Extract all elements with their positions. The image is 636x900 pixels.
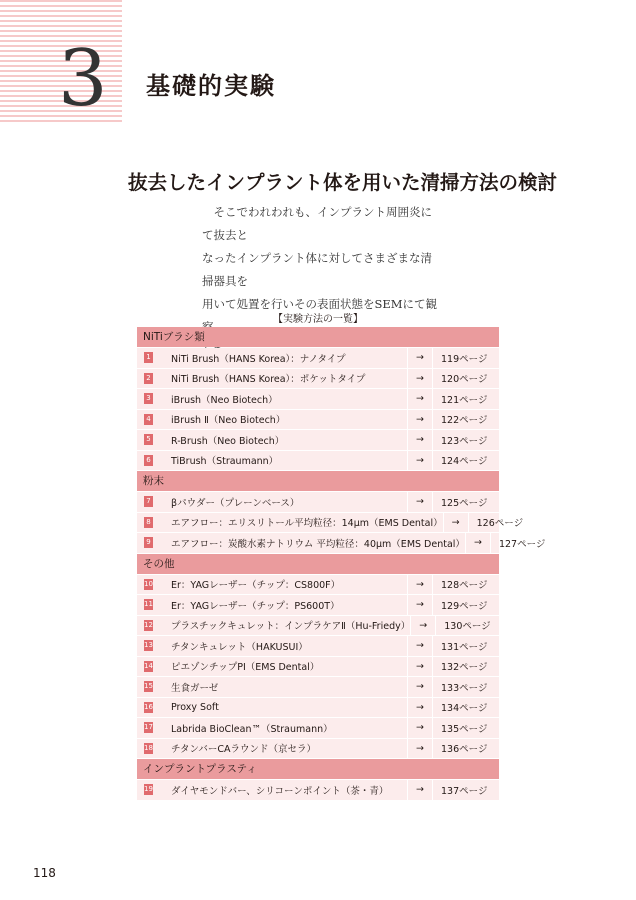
intro-line: なったインプラント体に対してさまざまな清掃器具を: [202, 251, 432, 288]
arrow-icon: →: [416, 454, 424, 466]
item-number-badge: 19: [144, 785, 153, 794]
table-row: [137, 348, 499, 368]
item-number-badge: 16: [144, 702, 153, 711]
page-reference: 129ページ: [441, 600, 488, 612]
arrow-icon: →: [416, 393, 424, 405]
table-row: [137, 575, 499, 595]
table-row: [137, 492, 499, 512]
arrow-icon: →: [416, 599, 424, 611]
method-label: R-Brush（Neo Biotech）: [171, 435, 285, 447]
item-number-badge: 10: [144, 579, 153, 588]
table-row: [137, 389, 499, 409]
method-label: TiBrush（Straumann）: [171, 456, 279, 468]
item-number-badge: 3: [144, 393, 153, 404]
methods-table: [137, 327, 546, 801]
arrow-icon: →: [416, 352, 424, 364]
table-row: [137, 410, 499, 430]
method-label: ピエゾンチップPI（EMS Dental）: [171, 662, 320, 674]
method-label: ダイヤモンドバー、シリコーンポイント（茶・青）: [171, 785, 389, 797]
table-row: [137, 780, 499, 800]
table-row: [137, 430, 499, 450]
method-label: Er：YAGレーザー（チップ：CS800F）: [171, 580, 341, 592]
page-reference: 125ページ: [441, 497, 488, 509]
method-label: Proxy Soft: [171, 701, 219, 713]
page-reference: 135ページ: [441, 723, 488, 735]
item-number-badge: 17: [144, 723, 153, 732]
table-caption: 【実験方法の一覧】: [273, 314, 363, 325]
intro-line: そこでわれわれも、インプラント周囲炎にて抜去と: [202, 205, 432, 242]
table-row: [137, 698, 499, 718]
item-number-badge: 1: [144, 352, 153, 363]
arrow-icon: →: [416, 660, 424, 672]
page-reference: 120ページ: [441, 374, 488, 386]
table-row: [137, 616, 499, 636]
item-number-badge: 11: [144, 600, 153, 609]
method-label: Labrida BioClean™（Straumann）: [171, 723, 333, 735]
page-reference: 131ページ: [441, 641, 488, 653]
chapter-title: 基礎的実験: [146, 71, 276, 100]
arrow-icon: →: [416, 372, 424, 384]
page-reference: 122ページ: [441, 415, 488, 427]
arrow-icon: →: [416, 640, 424, 652]
group-header: インプラントプラスティ: [137, 759, 499, 779]
method-label: iBrush（Neo Biotech）: [171, 394, 278, 406]
table-row: [137, 739, 499, 759]
method-label: エアフロー：エリスリトール平均粒径：14μm（EMS Dental）: [171, 518, 443, 530]
arrow-icon: →: [416, 742, 424, 754]
arrow-icon: →: [416, 413, 424, 425]
item-number-badge: 5: [144, 434, 153, 445]
section-title: 抜去したインプラント体を用いた清掃方法の検討: [128, 171, 558, 194]
page-reference: 123ページ: [441, 435, 488, 447]
item-number-badge: 4: [144, 414, 153, 425]
table-row: [137, 451, 499, 471]
arrow-icon: →: [416, 701, 424, 713]
group-header: NiTiブラシ類: [137, 327, 499, 347]
item-number-badge: 18: [144, 743, 153, 752]
arrow-icon: →: [416, 722, 424, 734]
method-label: Er：YAGレーザー（チップ：PS600T）: [171, 600, 340, 612]
chapter-number: 3: [58, 34, 108, 124]
item-number-badge: 14: [144, 661, 153, 670]
table-row: [137, 595, 499, 615]
arrow-icon: →: [451, 516, 460, 528]
page-reference: 124ページ: [441, 456, 488, 468]
page-reference: 128ページ: [441, 580, 488, 592]
group-header: その他: [137, 554, 499, 574]
table-row: [137, 718, 499, 738]
arrow-icon: →: [473, 537, 482, 549]
page-reference: 127ページ: [498, 538, 546, 550]
table-row: [137, 513, 524, 533]
page-reference: 130ページ: [444, 621, 491, 633]
page-reference: 136ページ: [441, 744, 488, 756]
table-row: [137, 636, 499, 656]
item-number-badge: 7: [144, 496, 153, 507]
item-number-badge: 6: [144, 455, 153, 466]
group-header: 粉末: [137, 471, 499, 491]
arrow-icon: →: [419, 619, 428, 631]
method-label: プラスチックキュレット：インプラケアⅡ（Hu-Friedy）: [171, 621, 411, 633]
item-number-badge: 8: [144, 517, 153, 528]
method-label: エアフロー：炭酸水素ナトリウム 平均粒径：40μm（EMS Dental）: [171, 538, 465, 550]
page-reference: 126ページ: [476, 518, 524, 530]
method-label: NiTi Brush（HANS Korea）：ナノタイプ: [171, 353, 346, 365]
method-label: 生食ガーゼ: [171, 682, 219, 694]
arrow-icon: →: [416, 578, 424, 590]
table-row: [137, 369, 499, 389]
arrow-icon: →: [416, 496, 424, 508]
page-reference: 134ページ: [441, 703, 488, 715]
arrow-icon: →: [416, 434, 424, 446]
table-row: [137, 677, 499, 697]
method-label: iBrush Ⅱ（Neo Biotech）: [171, 415, 286, 427]
item-number-badge: 9: [144, 537, 153, 548]
method-label: βパウダー（プレーンベース）: [171, 497, 300, 509]
page-reference: 137ページ: [441, 785, 488, 797]
page-reference: 119ページ: [441, 353, 488, 365]
item-number-badge: 13: [144, 641, 153, 650]
table-row: [137, 533, 546, 553]
intro-line: 用いて処置を行いその表面状態をSEMにて観: [202, 297, 438, 311]
method-label: チタンキュレット（HAKUSUI）: [171, 641, 308, 653]
item-number-badge: 12: [144, 620, 153, 629]
item-number-badge: 2: [144, 373, 153, 384]
page-number: 118: [33, 866, 56, 880]
table-row: [137, 657, 499, 677]
arrow-icon: →: [416, 681, 424, 693]
method-label: NiTi Brush（HANS Korea）：ポケットタイプ: [171, 374, 366, 386]
page-reference: 133ページ: [441, 682, 488, 694]
arrow-icon: →: [416, 784, 424, 796]
page-reference: 132ページ: [441, 662, 488, 674]
item-number-badge: 15: [144, 682, 153, 691]
page-reference: 121ページ: [441, 394, 488, 406]
method-label: チタンバーCAラウンド（京セラ）: [171, 744, 316, 756]
